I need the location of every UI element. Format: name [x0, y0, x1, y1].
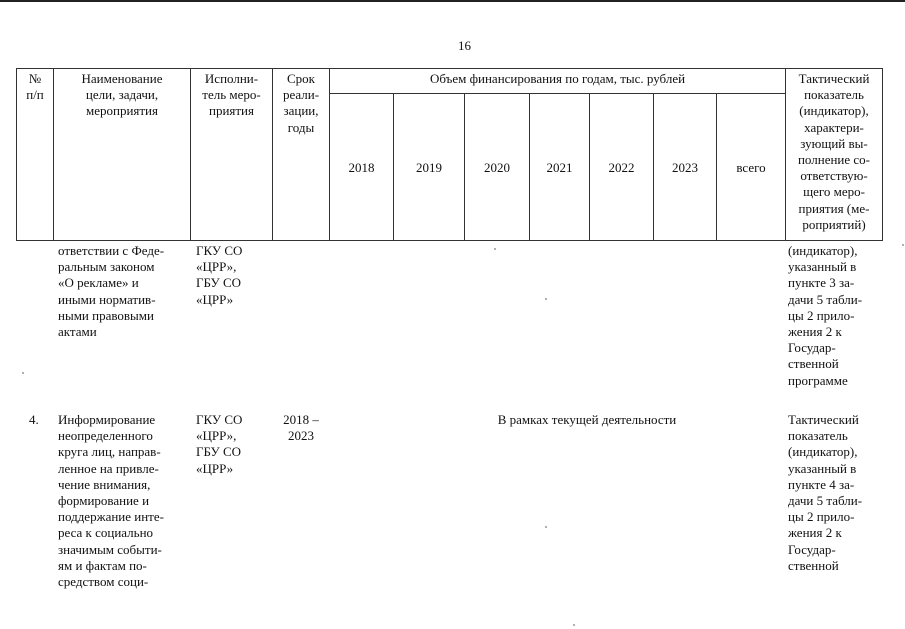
table-right-border [882, 68, 883, 241]
header-col-indicator: Тактический показатель (индикатор), характери- зующий вы- полнение со- ответствую- щего меро- приятия (ме- роприятий) [797, 71, 871, 232]
header-bottom-border [16, 240, 883, 241]
header-year: 2023 [672, 160, 698, 175]
header-year: 2018 [348, 160, 375, 175]
row4-executor: ГКУ СО «ЦРР», ГБУ СО «ЦРР» [196, 412, 243, 476]
table-top-border [16, 68, 883, 69]
header-year: 2022 [608, 160, 635, 175]
header-col-executor: Исполни- тель меро- приятия [202, 71, 261, 119]
header-year: 2020 [484, 160, 510, 175]
header-col-financing: Объем финансирования по годам, тыс. рублей [429, 71, 686, 86]
scan-speck [545, 298, 547, 300]
row-cont-executor: ГКУ СО «ЦРР», ГБУ СО «ЦРР» [196, 243, 243, 307]
row4-financing: В рамках текущей деятельности [497, 412, 677, 427]
header-col-number: № п/п [26, 71, 44, 103]
scan-speck [494, 248, 496, 250]
column-divider [329, 68, 330, 241]
header-year: 2021 [546, 160, 573, 175]
header-year: 2019 [416, 160, 442, 175]
page-number: 16 [458, 38, 471, 53]
row4-term: 2018 – 2023 [283, 412, 319, 444]
header-total: всего [736, 160, 766, 175]
row-cont-indicator: (индикатор), указанный в пункте 3 за- дачи 5 табли- цы 2 прило- жения 2 к Государ- ственной программе [788, 243, 863, 388]
row4-indicator: Тактический показатель (индикатор), указанный в пункте 4 за- дачи 5 табли- цы 2 прило- жения 2 к Государ- ственной [788, 412, 863, 573]
row4-name: Информирование неопределенного круга лиц, направ- ленное на привле- чение внимания, формирование и поддержание инте- реса к социально значимым событи- ям и фактам по- средством соци- [58, 412, 164, 590]
header-col-term: Срок реали- зации, годы [282, 71, 320, 135]
header-col-name: Наименование цели, задачи, мероприятия [81, 71, 163, 119]
scan-speck [545, 526, 547, 528]
top-scan-border [0, 0, 905, 2]
row4-number: 4. [29, 412, 39, 427]
scan-speck [573, 624, 575, 626]
row-cont-name: ответствии с Феде- ральным законом «О рекламе» и иными норматив- ными правовыми актами [58, 243, 165, 340]
scan-speck [902, 244, 904, 246]
scan-speck [22, 372, 24, 374]
